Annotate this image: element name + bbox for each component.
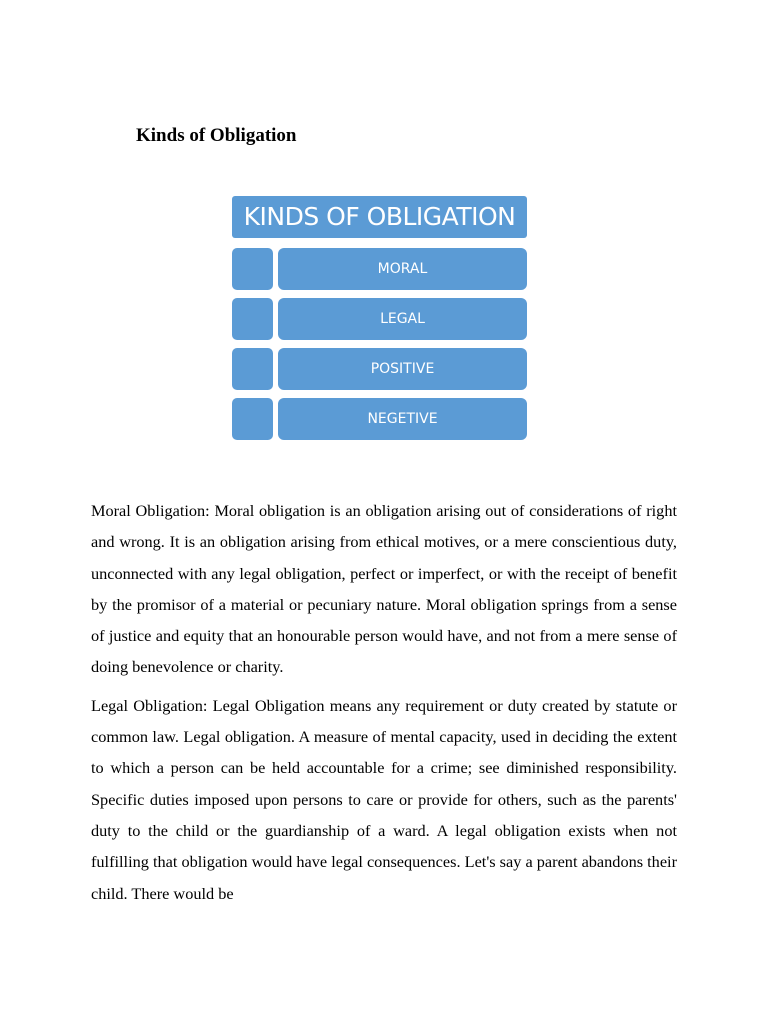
row-marker bbox=[232, 298, 273, 340]
diagram-row-legal bbox=[232, 298, 527, 340]
body-text bbox=[91, 495, 677, 909]
row-marker bbox=[232, 348, 273, 390]
diagram-item-moral: MORAL bbox=[278, 248, 527, 290]
kinds-of-obligation-diagram bbox=[232, 196, 527, 440]
diagram-title: KINDS OF OBLIGATION bbox=[232, 196, 527, 238]
diagram-row-negetive bbox=[232, 398, 527, 440]
paragraph-moral-obligation: Moral Obligation: Moral obligation is an obligation arising out of considerations of right and wrong. It is an obligation arising from ethical motives, or a mere conscientious duty, unconnected with any legal obligation, perfect or imperfect, or with the receipt of benefit by the promisor of a material or pecuniary nature. Moral obligation springs from a sense of justice and equity that an honourable person would have, and not from a mere sense of doing benevolence or charity. bbox=[91, 501, 677, 677]
diagram-item-positive: POSITIVE bbox=[278, 348, 527, 390]
paragraph-legal-obligation: Legal Obligation: Legal Obligation means any requirement or duty created by statute or common law. Legal obligation. A measure of mental capacity, used in deciding the extent to which a person can be held accountable for a crime; see diminished responsibility. Specific duties imposed upon persons to care or provide for others, such as the parents' duty to the child or the guardianship of a ward. A legal obligation exists when not fulfilling that obligation would have legal consequences. Let's say a parent abandons their child. There would be bbox=[91, 695, 677, 903]
page-title: Kinds of Obligation bbox=[136, 125, 297, 146]
diagram-row-moral bbox=[232, 248, 527, 290]
diagram-item-legal: LEGAL bbox=[278, 298, 527, 340]
row-marker bbox=[232, 248, 273, 290]
diagram-row-positive bbox=[232, 348, 527, 390]
row-marker bbox=[232, 398, 273, 440]
diagram-item-negetive: NEGETIVE bbox=[278, 398, 527, 440]
